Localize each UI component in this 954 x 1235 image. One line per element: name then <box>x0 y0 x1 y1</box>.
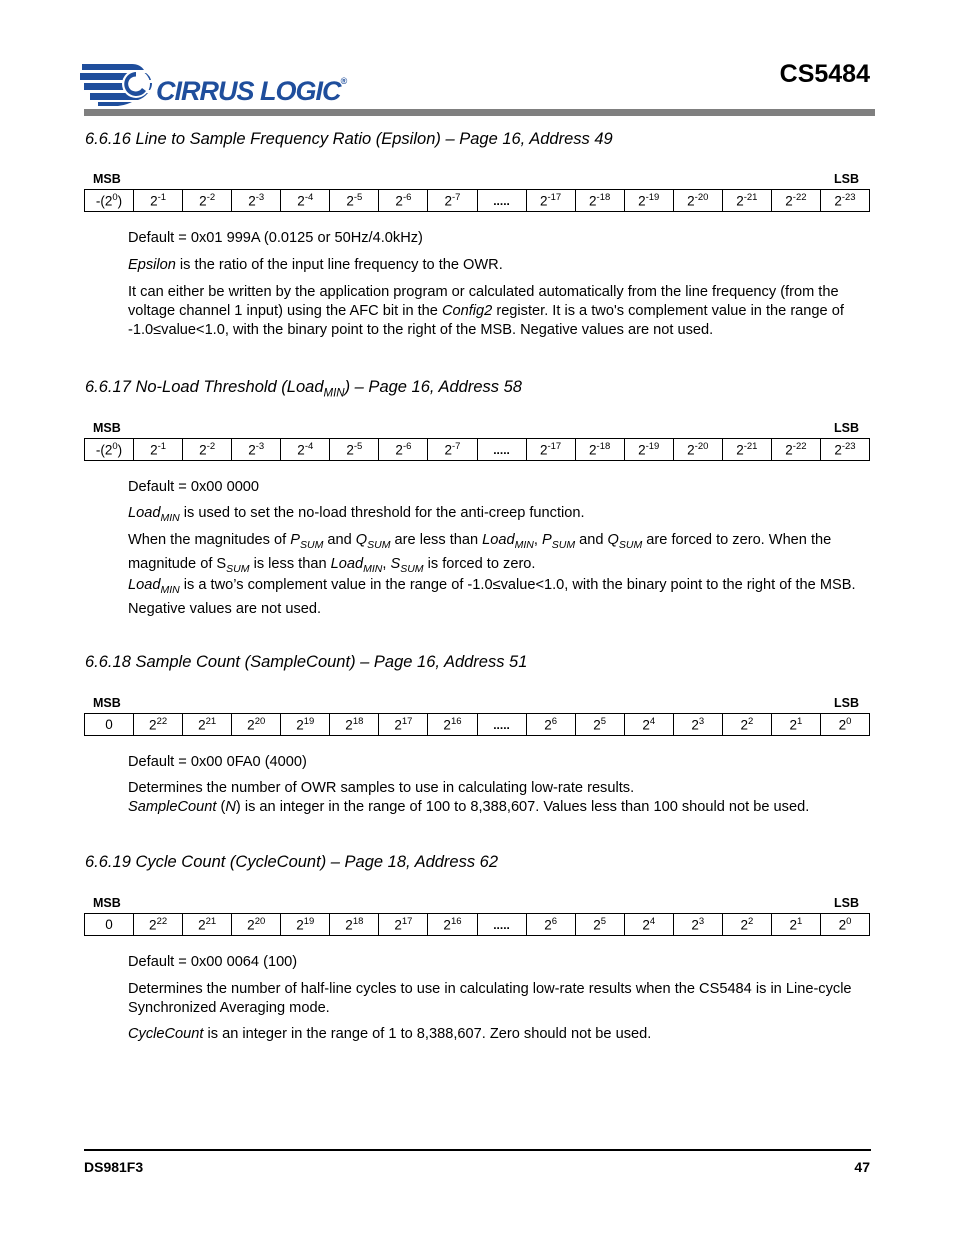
bit-cell: $2^{-5}$ <box>330 190 379 212</box>
bit-cell: $2^{-6}$ <box>379 190 428 212</box>
bit-cell: $2^2$ <box>722 714 771 736</box>
bit-cell: $2^{-17}$ <box>526 439 575 461</box>
bit-cell: $2^{-4}$ <box>281 439 330 461</box>
bit-cell: $2^4$ <box>624 714 673 736</box>
bit-cell: $2^{17}$ <box>379 714 428 736</box>
bit-cell: $2^{-20}$ <box>673 190 722 212</box>
bit-cell: $2^{-7}$ <box>428 190 477 212</box>
bit-cell: $2^{-23}$ <box>820 190 869 212</box>
register-table-loadmin <box>84 438 870 461</box>
lsb-label: LSB <box>834 696 859 710</box>
bit-cell: $2^{-19}$ <box>624 190 673 212</box>
section-title-samplecount: 6.6.18 Sample Count (SampleCount) – Page 16, Address 51 <box>85 653 528 671</box>
bit-cell: $2^{-2}$ <box>183 190 232 212</box>
bit-cell: $2^{-22}$ <box>771 439 820 461</box>
bit-cell: 0 <box>85 914 134 936</box>
registered-mark: ® <box>340 76 347 86</box>
page-number: 47 <box>854 1159 870 1175</box>
bit-cell: $2^{18}$ <box>330 714 379 736</box>
default-value: Default = 0x01 999A (0.0125 or 50Hz/4.0kHz) <box>128 230 423 246</box>
bit-cell: $2^{20}$ <box>232 714 281 736</box>
bit-cell: $2^{21}$ <box>183 714 232 736</box>
bit-cell: $2^{-23}$ <box>820 439 869 461</box>
lsb-label: LSB <box>834 896 859 910</box>
ellipsis-cell: ..... <box>477 914 526 936</box>
bit-cell: $2^{17}$ <box>379 914 428 936</box>
footer-rule <box>84 1149 871 1151</box>
bit-cell: $2^{20}$ <box>232 914 281 936</box>
bit-cell: $2^6$ <box>526 714 575 736</box>
bit-cell: $2^6$ <box>526 914 575 936</box>
bit-cell: $2^{21}$ <box>183 914 232 936</box>
bit-cell: $2^2$ <box>722 914 771 936</box>
bit-cell: $2^{-3}$ <box>232 190 281 212</box>
bit-cell: $2^5$ <box>575 714 624 736</box>
footer-doc-id: DS981F3 <box>84 1159 144 1175</box>
bit-cell: $2^{19}$ <box>281 914 330 936</box>
bit-cell: $2^{-20}$ <box>673 439 722 461</box>
bit-cell: $2^3$ <box>673 914 722 936</box>
bit-cell: $-(2^0)$ <box>85 439 134 461</box>
msb-label: MSB <box>93 696 121 710</box>
bit-cell: $2^{-21}$ <box>722 190 771 212</box>
bit-cell: $2^{-6}$ <box>379 439 428 461</box>
default-value: Default = 0x00 0000 <box>128 479 260 495</box>
bit-cell: $2^{-3}$ <box>232 439 281 461</box>
bit-cell: $2^4$ <box>624 914 673 936</box>
bit-cell: $2^{18}$ <box>330 914 379 936</box>
bit-cell: $2^{-5}$ <box>330 439 379 461</box>
bit-cell: $2^{-22}$ <box>771 190 820 212</box>
bit-cell: $2^{16}$ <box>428 914 477 936</box>
bit-cell: $2^{22}$ <box>134 914 183 936</box>
header-bar <box>84 109 875 116</box>
default-value: Default = 0x00 0FA0 (4000) <box>128 754 307 770</box>
paragraph: It can either be written by the application program or calculated automatically from the line frequency (from the voltage channel 1 input) using the AFC bit in the Config2 register. It is a two's complement value in the range of -1.0≤value<1.0, with the binary point to the right of the MSB. Negative values are not used. <box>128 284 844 338</box>
paragraph: SampleCount (N) is an integer in the range of 100 to 8,388,607. Values less than 100 should not be used. <box>128 799 810 815</box>
bit-cell: $2^3$ <box>673 714 722 736</box>
bit-cell: $2^{-21}$ <box>722 439 771 461</box>
section-title-epsilon: 6.6.16 Line to Sample Frequency Ratio (Epsilon) – Page 16, Address 49 <box>85 130 613 148</box>
bit-cell: $2^{16}$ <box>428 714 477 736</box>
paragraph: Determines the number of OWR samples to use in calculating low-rate results. <box>128 780 635 796</box>
lsb-label: LSB <box>834 172 859 186</box>
default-value: Default = 0x00 0064 (100) <box>128 954 298 970</box>
bit-cell: $2^{19}$ <box>281 714 330 736</box>
bit-cell: 0 <box>85 714 134 736</box>
bit-cell: $2^{-1}$ <box>134 190 183 212</box>
bit-cell: $2^{22}$ <box>134 714 183 736</box>
ellipsis-cell: ..... <box>477 439 526 461</box>
bit-cell: $2^{-19}$ <box>624 439 673 461</box>
cirrus-logic-logo <box>80 56 347 108</box>
ellipsis-cell: ..... <box>477 190 526 212</box>
paragraph: Determines the number of half-line cycles to use in calculating low-rate results when the CS5484 is in Line-cycle Synchronized Averaging mode. <box>128 981 852 1016</box>
paragraph: Load$_{MIN}$ is a two’s complement value in the range of -1.0≤value<1.0, with the binary point to the right of the MSB. Negative values are not used. <box>128 577 856 617</box>
paragraph: Load$_{MIN}$ is used to set the no-load threshold for the anti-creep function. <box>128 505 585 524</box>
term: Epsilon <box>128 257 176 273</box>
bit-cell: $2^{-18}$ <box>575 439 624 461</box>
msb-label: MSB <box>93 172 121 186</box>
logo-wordmark: CIRRUS LOGIC <box>156 76 341 106</box>
paragraph: CycleCount is an integer in the range of 1 to 8,388,607. Zero should not be used. <box>128 1026 652 1042</box>
bit-cell: $2^0$ <box>820 914 869 936</box>
bit-cell: $2^0$ <box>820 714 869 736</box>
doc-title: CS5484 <box>779 60 870 88</box>
bit-cell: $2^{-7}$ <box>428 439 477 461</box>
msb-label: MSB <box>93 896 121 910</box>
bit-cell: $2^{-1}$ <box>134 439 183 461</box>
bit-cell: $2^1$ <box>771 714 820 736</box>
bit-cell: $2^{-18}$ <box>575 190 624 212</box>
bit-cell: $2^5$ <box>575 914 624 936</box>
bit-cell: $2^1$ <box>771 914 820 936</box>
lsb-label: LSB <box>834 421 859 435</box>
register-table-cyclecount <box>84 913 870 936</box>
bit-cell: $2^{-4}$ <box>281 190 330 212</box>
msb-label: MSB <box>93 421 121 435</box>
paragraph: Epsilon is the ratio of the input line frequency to the OWR. <box>128 257 503 273</box>
section-title-loadmin: 6.6.17 No-Load Threshold (Load$_{MIN}$) – Page 16, Address 58 <box>85 378 522 400</box>
ellipsis-cell: ..... <box>477 714 526 736</box>
bit-cell: $-(2^0)$ <box>85 190 134 212</box>
paragraph: When the magnitudes of $P_{SUM}$ and $Q_{SUM}$ are less than Load$_{MIN}$, $P_{SUM}$ and $Q_{SUM}$ are forced to zero. When the magnitude of $S_{SUM}$ is less than Load$_{MIN}$, $S_{SUM}$ is forced to zero. <box>128 532 832 575</box>
register-table-epsilon <box>84 189 870 212</box>
bit-cell: $2^{-2}$ <box>183 439 232 461</box>
section-title-cyclecount: 6.6.19 Cycle Count (CycleCount) – Page 18, Address 62 <box>85 853 499 871</box>
register-table-samplecount <box>84 713 870 736</box>
bit-cell: $2^{-17}$ <box>526 190 575 212</box>
